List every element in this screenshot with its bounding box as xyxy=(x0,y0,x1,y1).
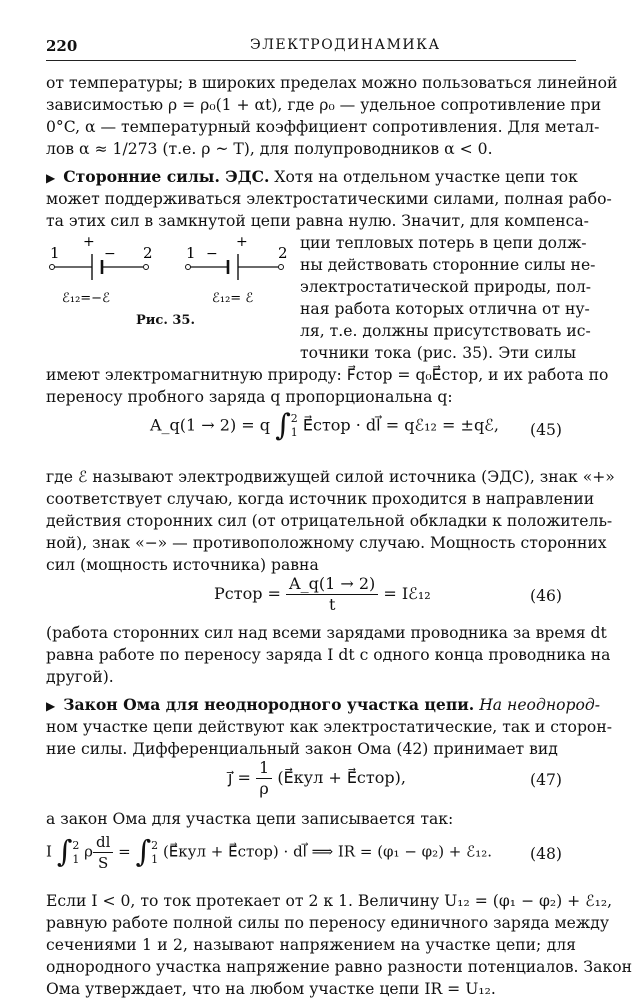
text-line: может поддерживаться электростатическими силами, полная рабо- xyxy=(46,190,612,208)
text-line: точники тока (рис. 35). Эти силы xyxy=(300,344,576,362)
section-heading: Закон Ома для неоднородного участка цепи. xyxy=(63,695,475,714)
eq46-fraction: $\frac{A\_q(1 \to 2)}{t}$ xyxy=(286,574,378,615)
fig-right-node1: 1 xyxy=(186,244,196,262)
text-line: переносу пробного заряда q пропорциональна q: xyxy=(46,388,453,406)
text-line: ная работа которых отлична от ну- xyxy=(300,300,590,318)
text-line: ции тепловых потерь в цепи долж- xyxy=(300,234,587,252)
equation-46 xyxy=(214,574,431,615)
text-line: ние силы. Дифференциальный закон Ома (42) принимает вид xyxy=(46,740,558,758)
fig-left-minus: − xyxy=(104,246,116,262)
fig-right-terminal1 xyxy=(186,265,191,270)
bullet-triangle-icon: ▶ xyxy=(46,699,56,713)
equation-number: (48) xyxy=(530,845,563,863)
eq48-current: I xyxy=(46,842,52,861)
text-line: равна работе по переносу заряда I dt с одного конца проводника на xyxy=(46,646,611,664)
text-line: ля, т.е. должны присутствовать ис- xyxy=(300,322,591,340)
equation-45 xyxy=(150,408,499,443)
text-line: где ℰ называют электродвижущей силой источника (ЭДС), знак «+» xyxy=(46,468,615,486)
section-heading-line xyxy=(46,694,601,717)
text-line: имеют электромагнитную природу: F⃗стор = q₀E⃗стор, и их работа по xyxy=(46,366,609,384)
running-title: ЭЛЕКТРОДИНАМИКА xyxy=(250,37,441,53)
integral-symbol: ∫ xyxy=(275,408,291,443)
text-line: равную работе полной силы по переносу единичного заряда между xyxy=(46,914,610,932)
text-line: соответствует случаю, когда источник проходится в направлении xyxy=(46,490,595,508)
eq48-equals: = xyxy=(118,842,131,861)
bullet-triangle-icon: ▶ xyxy=(46,171,56,185)
equation-number: (45) xyxy=(530,421,563,439)
text-line: ном участке цепи действуют как электростатические, так и сторон- xyxy=(46,718,612,736)
text-line: 0°C, α — температурный коэффициент сопротивления. Для метал- xyxy=(46,118,600,136)
text-line: а закон Ома для участка цепи записывается так: xyxy=(46,810,454,828)
text-line: от температуры; в широких пределах можно пользоваться линейной xyxy=(46,74,618,92)
text-line: (работа сторонних сил над всеми зарядами проводника за время dt xyxy=(46,624,607,642)
eq45-lhs: A_q(1 → 2) = q xyxy=(150,415,271,435)
equation-number: (46) xyxy=(530,587,563,605)
text-line: сил (мощность источника) равна xyxy=(46,556,319,574)
fig-right-emf-label: ℰ₁₂= ℰ xyxy=(212,291,254,306)
equation-48 xyxy=(46,832,492,873)
text-line: электростатической природы, пол- xyxy=(300,278,592,296)
text-line: лов α ≈ 1/273 (т.е. ρ ~ T), для полупроводников α < 0. xyxy=(46,140,493,158)
eq47-lhs: j⃗ = xyxy=(228,768,251,787)
fig-left-node2: 2 xyxy=(143,244,153,262)
eq47-fraction: $\frac{1}{\rho}$ xyxy=(256,758,272,799)
text-line: другой). xyxy=(46,668,114,686)
integral-symbol: ∫ xyxy=(56,834,73,870)
eq46-lhs: Pстор = xyxy=(214,584,281,603)
equation-47 xyxy=(228,758,406,799)
text-line: сечениями 1 и 2, называют напряжением на участке цепи; для xyxy=(46,936,576,954)
integral-limits: 2 1 xyxy=(72,838,80,866)
fig-right-plus: + xyxy=(236,234,248,250)
fig-left-node1: 1 xyxy=(50,244,60,262)
integral-limits: 2 1 xyxy=(151,838,159,866)
text-line: действия сторонних сил (от отрицательной обкладки к положитель- xyxy=(46,512,613,530)
fig-left-plus: + xyxy=(83,234,95,250)
section-heading: Сторонние силы. ЭДС. xyxy=(63,167,270,186)
eq48-fraction: $\frac{dl}{S}$ xyxy=(93,832,113,873)
fig-right-terminal2 xyxy=(279,265,284,270)
fig-left-terminal1 xyxy=(50,265,55,270)
eq46-rhs: = Iℰ₁₂ xyxy=(383,584,431,603)
integral-symbol: ∫ xyxy=(135,834,152,870)
text-line: та этих сил в замкнутой цепи равна нулю. Значит, для компенса- xyxy=(46,212,589,230)
eq47-rhs: (E⃗кул + E⃗стор), xyxy=(277,768,406,787)
header-rule xyxy=(46,60,576,61)
fig-right-minus: − xyxy=(206,246,218,262)
text-run: На неоднород- xyxy=(479,696,601,714)
fig-left-terminal2 xyxy=(144,265,149,270)
text-line: ны действовать сторонние силы не- xyxy=(300,256,596,274)
text-line: зависимостью ρ = ρ₀(1 + αt), где ρ₀ — удельное сопротивление при xyxy=(46,96,602,114)
section-heading-line xyxy=(46,166,576,189)
integral-limits: 2 1 xyxy=(290,412,298,439)
text-line: Ома утверждает, что на любом участке цепи IR = U₁₂. xyxy=(46,980,496,998)
eq45-rhs: E⃗стор · dl⃗ = qℰ₁₂ = ±qℰ, xyxy=(302,415,499,435)
fig-right-node2: 2 xyxy=(278,244,288,262)
text-run: Хотя на отдельном участке цепи ток xyxy=(274,168,578,186)
text-line: Если I < 0, то ток протекает от 2 к 1. Величину U₁₂ = (φ₁ − φ₂) + ℰ₁₂, xyxy=(46,892,613,910)
page-number: 220 xyxy=(46,37,78,55)
equation-number: (47) xyxy=(530,771,563,789)
eq48-rho: ρ xyxy=(84,842,93,861)
fig-left-emf-label: ℰ₁₂=−ℰ xyxy=(62,291,110,306)
text-line: ной), знак «−» — противоположному случаю. Мощность сторонних xyxy=(46,534,607,552)
figure-caption: Рис. 35. xyxy=(136,313,196,328)
eq48-rhs: (E⃗кул + E⃗стор) · dl⃗ ⟹ IR = (φ₁ − φ₂) + ℰ₁₂. xyxy=(162,842,493,861)
text-line: однородного участка напряжение равно разности потенциалов. Закон xyxy=(46,958,632,976)
